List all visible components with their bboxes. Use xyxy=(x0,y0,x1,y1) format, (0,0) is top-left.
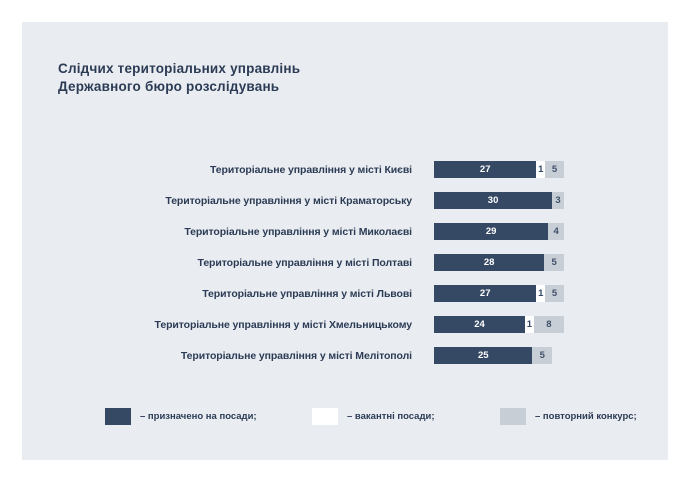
chart-bar xyxy=(434,192,564,209)
bar-segment-appointed xyxy=(434,316,525,333)
bar-segment-repeat xyxy=(548,223,564,240)
legend-item-vacant xyxy=(312,407,435,425)
bar-segment-appointed xyxy=(434,192,552,209)
legend-item-appointed xyxy=(105,407,257,425)
legend-swatch-repeat xyxy=(500,408,526,425)
bar-segment-value: 5 xyxy=(551,288,558,299)
bar-segment-appointed xyxy=(434,254,544,271)
chart-row xyxy=(22,278,668,309)
chart-row xyxy=(22,216,668,247)
legend-label-vacant: – вакантні посади; xyxy=(347,410,435,422)
legend-label-appointed: – призначено на посади; xyxy=(140,410,257,422)
bar-segment-vacant xyxy=(536,285,545,302)
bar-segment-value: 28 xyxy=(483,257,495,268)
bar-segment-appointed xyxy=(434,161,536,178)
bar-segment-repeat xyxy=(545,285,564,302)
bar-segment-appointed xyxy=(434,223,548,240)
chart-row xyxy=(22,309,668,340)
bar-segment-value: 29 xyxy=(485,226,497,237)
chart-row-label: Територіальне управління у місті Полтаві xyxy=(197,256,412,269)
bar-segment-value: 1 xyxy=(538,288,544,299)
legend-label-repeat: – повторний конкурс; xyxy=(535,410,637,422)
bar-segment-appointed xyxy=(434,285,536,302)
chart-bar xyxy=(434,161,564,178)
chart-title-line-2: Державного бюро розслідувань xyxy=(58,79,280,94)
chart-row-label: Територіальне управління у місті Львові xyxy=(202,287,412,300)
chart-bar xyxy=(434,223,564,240)
bar-segment-value: 3 xyxy=(555,195,561,206)
chart-legend xyxy=(22,407,668,427)
bar-segment-value: 30 xyxy=(487,195,499,206)
bar-segment-vacant xyxy=(525,316,534,333)
chart-row-label: Територіальне управління у місті Краматорську xyxy=(165,194,412,207)
legend-swatch-appointed xyxy=(105,408,131,425)
bar-segment-value: 1 xyxy=(538,164,544,175)
bar-segment-value: 5 xyxy=(539,350,545,361)
chart-row-label: Територіальне управління у місті Мелітополі xyxy=(180,349,412,362)
chart-row-label: Територіальне управління у місті Києві xyxy=(210,163,412,176)
bar-segment-repeat xyxy=(544,254,564,271)
chart-title xyxy=(58,60,578,96)
chart-row xyxy=(22,340,668,371)
bar-segment-value: 27 xyxy=(479,164,491,175)
bar-segment-appointed xyxy=(434,347,532,364)
chart-canvas xyxy=(22,22,668,460)
bar-segment-value: 1 xyxy=(526,319,532,330)
bar-segment-value: 8 xyxy=(546,319,552,330)
bar-segment-value: 25 xyxy=(477,350,489,361)
bar-segment-value: 4 xyxy=(553,226,559,237)
bar-segment-vacant xyxy=(536,161,545,178)
bar-segment-value: 24 xyxy=(474,319,485,330)
chart-row xyxy=(22,185,668,216)
chart-bar xyxy=(434,285,564,302)
chart-row-label: Територіальне управління у місті Миколаєві xyxy=(184,225,412,238)
chart-bar xyxy=(434,316,564,333)
bar-segment-repeat xyxy=(532,347,552,364)
chart-bar xyxy=(434,347,564,364)
bar-segment-value: 5 xyxy=(551,164,558,175)
bar-segment-repeat xyxy=(552,192,564,209)
chart-bar xyxy=(434,254,564,271)
chart-rows xyxy=(22,154,668,371)
bar-segment-repeat xyxy=(534,316,564,333)
bar-segment-value: 27 xyxy=(479,288,491,299)
chart-row xyxy=(22,247,668,278)
bar-segment-value: 5 xyxy=(551,257,557,268)
legend-item-repeat xyxy=(500,407,637,425)
chart-row-label: Територіальне управління у місті Хмельницькому xyxy=(154,318,412,331)
chart-title-line-1: Слідчих територіальних управлінь xyxy=(58,61,301,76)
bar-segment-repeat xyxy=(545,161,564,178)
chart-row xyxy=(22,154,668,185)
legend-swatch-vacant xyxy=(312,408,338,425)
